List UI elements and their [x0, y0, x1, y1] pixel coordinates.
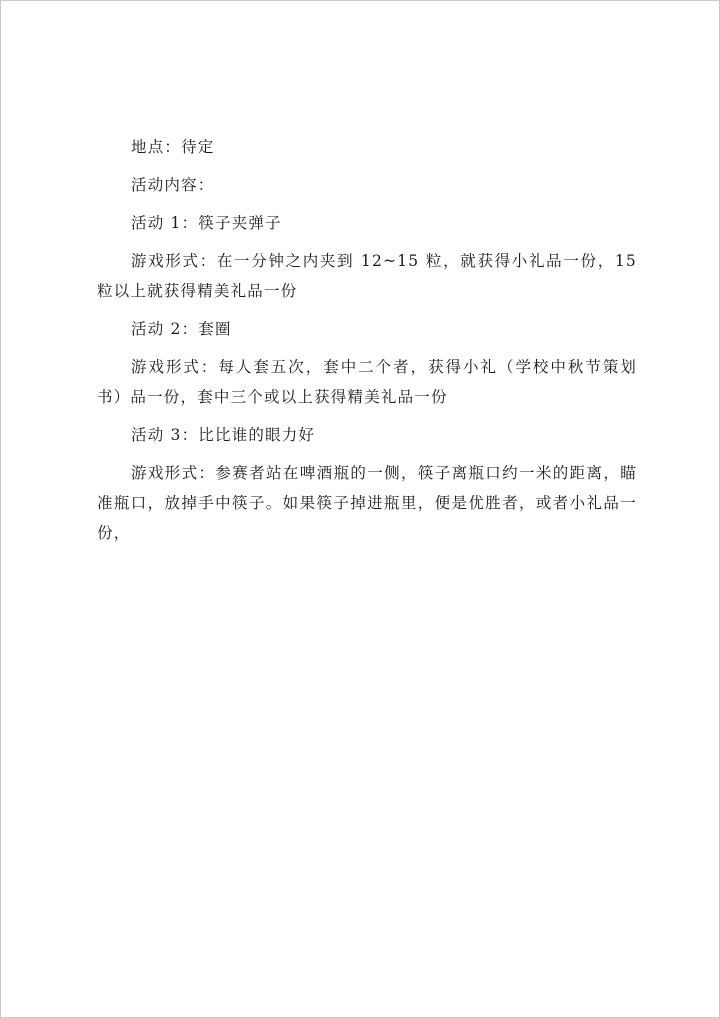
paragraph-activity-3-title: 活动 3：比比谁的眼力好 — [131, 426, 316, 444]
paragraph-activity-1-rules: 游戏形式：在一分钟之内夹到 12~15 粒，就获得小礼品一份，15 粒以上就获得精美礼品一份 — [97, 252, 637, 300]
paragraph-gap — [97, 450, 637, 458]
paragraph-activity-2-title: 活动 2：套圈 — [131, 320, 232, 338]
paragraph-gap — [97, 412, 637, 420]
paragraph-activity-3-rules: 游戏形式：参赛者站在啤酒瓶的一侧，筷子离瓶口约一米的距离，瞄准瓶口，放掉手中筷子。如果筷子掉进瓶里，便是优胜者，或者小礼品一份， — [97, 464, 637, 542]
paragraph-gap — [97, 344, 637, 352]
paragraph-activity-2-rules: 游戏形式：每人套五次，套中二个者，获得小礼（学校中秋节策划书）品一份，套中三个或以上获得精美礼品一份 — [97, 358, 637, 406]
paragraph-gap — [97, 200, 637, 208]
paragraph-gap — [97, 238, 637, 246]
paragraph-gap — [97, 162, 637, 170]
paragraph-gap — [97, 306, 637, 314]
paragraph-activity-1-title: 活动 1：筷子夹弹子 — [131, 214, 282, 232]
paragraph-activity-content: 活动内容： — [131, 176, 215, 194]
paragraph-location: 地点：待定 — [131, 138, 215, 156]
document-body — [97, 132, 637, 548]
